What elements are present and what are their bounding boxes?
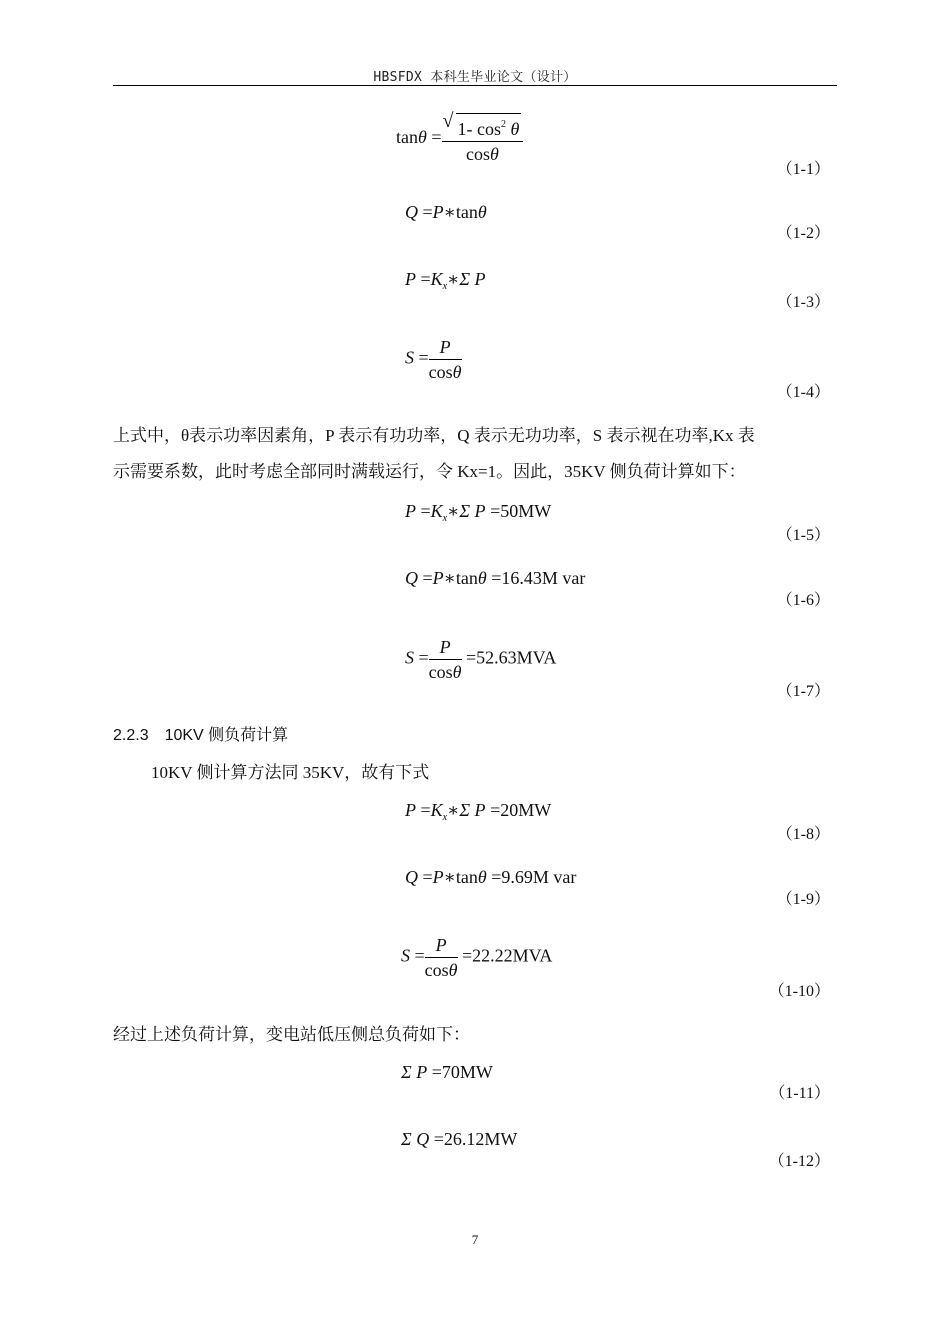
- equation-1-1: tanθ = √ $\frac{1- \cos^2 \theta}{\cos\theta}$: [396, 113, 523, 165]
- equation-number-1-5: （1-5）: [776, 527, 830, 544]
- equation-1-12: Σ Q =26.12MW: [401, 1129, 518, 1149]
- equation-1-11: Σ P =70MW: [401, 1062, 493, 1082]
- equation-1-2: Q =P∗tanθ: [405, 202, 487, 222]
- header-rule: [113, 85, 837, 86]
- equation-1-5: $P =K_x∗\Sigma$ P =50MW: [405, 501, 552, 524]
- equation-1-6: Q =P∗tanθ =16.43M var: [405, 568, 586, 588]
- equation-1-8: $P =K_x∗\Sigma$ P =20MW: [405, 800, 552, 823]
- paragraph-1-line-2: 示需要系数，此时考虑全部同时满载运行，令 Kx=1。因此，35KV 侧负荷计算如下：: [113, 462, 746, 481]
- paragraph-3: 经过上述负荷计算，变电站低压侧总负荷如下：: [113, 1025, 470, 1044]
- equation-1-9: Q =P∗tanθ =9.69M var: [405, 867, 577, 887]
- equation-number-1-2: （1-2）: [776, 225, 830, 242]
- equation-1-7-result: =52.63MVA: [466, 647, 557, 668]
- equation-1-11-result: =70MW: [431, 1062, 493, 1082]
- section-heading: 2.2.3 10KV 侧负荷计算: [113, 727, 289, 744]
- equation-1-10: S = $\frac{P}{\cos\theta}$ =22.22MVA: [401, 935, 553, 980]
- equation-1-9-result: =9.69M var: [491, 867, 577, 887]
- equation-number-1-12: （1-12）: [768, 1153, 830, 1170]
- equation-number-1-8: （1-8）: [776, 826, 830, 843]
- paragraph-2: 10KV 侧计算方法同 35KV，故有下式: [151, 763, 430, 782]
- equation-1-5-result: =50MW: [490, 501, 552, 521]
- equation-number-1-1: （1-1）: [776, 161, 830, 178]
- paragraph-1-line-1: 上式中，θ表示功率因素角，P 表示有功功率，Q 表示无功功率，S 表示视在功率,Kx 表: [113, 426, 755, 445]
- equation-number-1-9: （1-9）: [776, 891, 830, 908]
- equation-number-1-6: （1-6）: [776, 592, 830, 609]
- page-number: 7: [471, 1232, 479, 1247]
- equation-1-8-result: =20MW: [490, 800, 552, 820]
- equation-1-6-result: =16.43M var: [491, 568, 586, 588]
- equation-number-1-7: （1-7）: [776, 683, 830, 700]
- equation-number-1-3: （1-3）: [776, 294, 830, 311]
- equation-number-1-11: （1-11）: [769, 1085, 830, 1102]
- equation-1-3: $P =K_x∗\Sigma$ P: [405, 269, 486, 292]
- page-header: HBSFDX 本科生毕业论文（设计）: [373, 70, 577, 85]
- equation-1-7: S = $\frac{P}{\cos\theta}$ =52.63MVA: [405, 637, 557, 682]
- equation-1-10-result: =22.22MVA: [462, 945, 553, 966]
- equation-number-1-10: （1-10）: [768, 983, 830, 1000]
- equation-number-1-4: （1-4）: [776, 384, 830, 401]
- equation-1-12-result: =26.12MW: [433, 1129, 518, 1149]
- equation-1-4: S = $\frac{P}{\cos\theta}$: [405, 337, 462, 382]
